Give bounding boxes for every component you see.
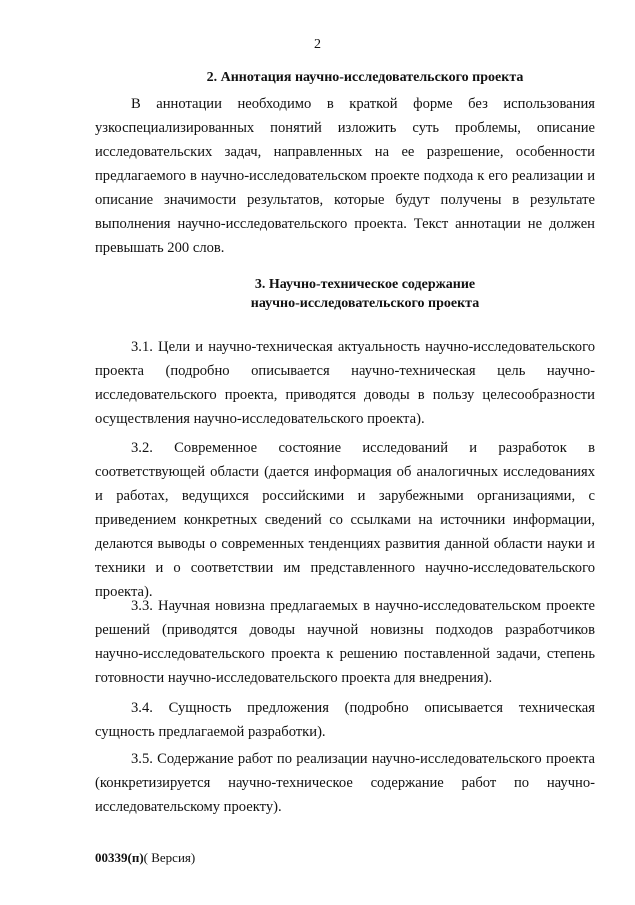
paragraph-3-1: 3.1. Цели и научно-техническая актуальность научно-исследовательского проекта (подробно описывается научно-техническая цель научно-исследовательского проекта, приводятся доводы в пользу целесообразности осуществления научно-исследовательского проекта).: [95, 339, 595, 427]
section-3-heading-line2: научно-исследовательского проекта: [250, 296, 480, 311]
footer-form-code: [95, 850, 195, 866]
form-code: 00339(п): [95, 850, 144, 865]
section-2-heading: 2. Аннотация научно-исследовательского проекта: [206, 70, 524, 85]
paragraph-3-2: 3.2. Современное состояние исследований и разработок в соответствующей области (дается информация об аналогичных исследованиях и работах, ведущихся российскими и зарубежными организациями, с приведением конкретных сведений со ссылками на источники информации, делаются выводы о современных тенденциях развития данной области науки и техники и о соответствии им представленного научно-исследовательского проекта).: [95, 440, 595, 600]
form-version: ( Версия): [143, 850, 196, 865]
section-2-paragraph: В аннотации необходимо в краткой форме без использования узкоспециализированных понятий изложить суть проблемы, описание исследовательских задач, направленных на ее разрешение, особенности предлагаемого в научно-исследовательском проекте подхода к его реализации и описание значимости результатов, которые будут получены в результате выполнения научно-исследовательского проекта. Текст аннотации не должен превышать 200 слов.: [95, 96, 595, 256]
paragraph-3-5: 3.5. Содержание работ по реализации научно-исследовательского проекта (конкретизируется научно-техническое содержание работ по научно-исследовательскому проекту).: [95, 751, 595, 815]
paragraph-3-3: 3.3. Научная новизна предлагаемых в научно-исследовательском проекте решений (приводятся доводы научной новизны подходов разработчиков научно-исследовательского проекта к решению поставленной задачи, степень готовности научно-исследовательского проекта для внедрения).: [95, 598, 595, 686]
paragraph-3-4: 3.4. Сущность предложения (подробно описывается техническая сущность предлагаемой разработки).: [95, 700, 595, 740]
page-number: 2: [314, 37, 321, 52]
section-3-heading-line1: 3. Научно-техническое содержание: [254, 277, 476, 292]
